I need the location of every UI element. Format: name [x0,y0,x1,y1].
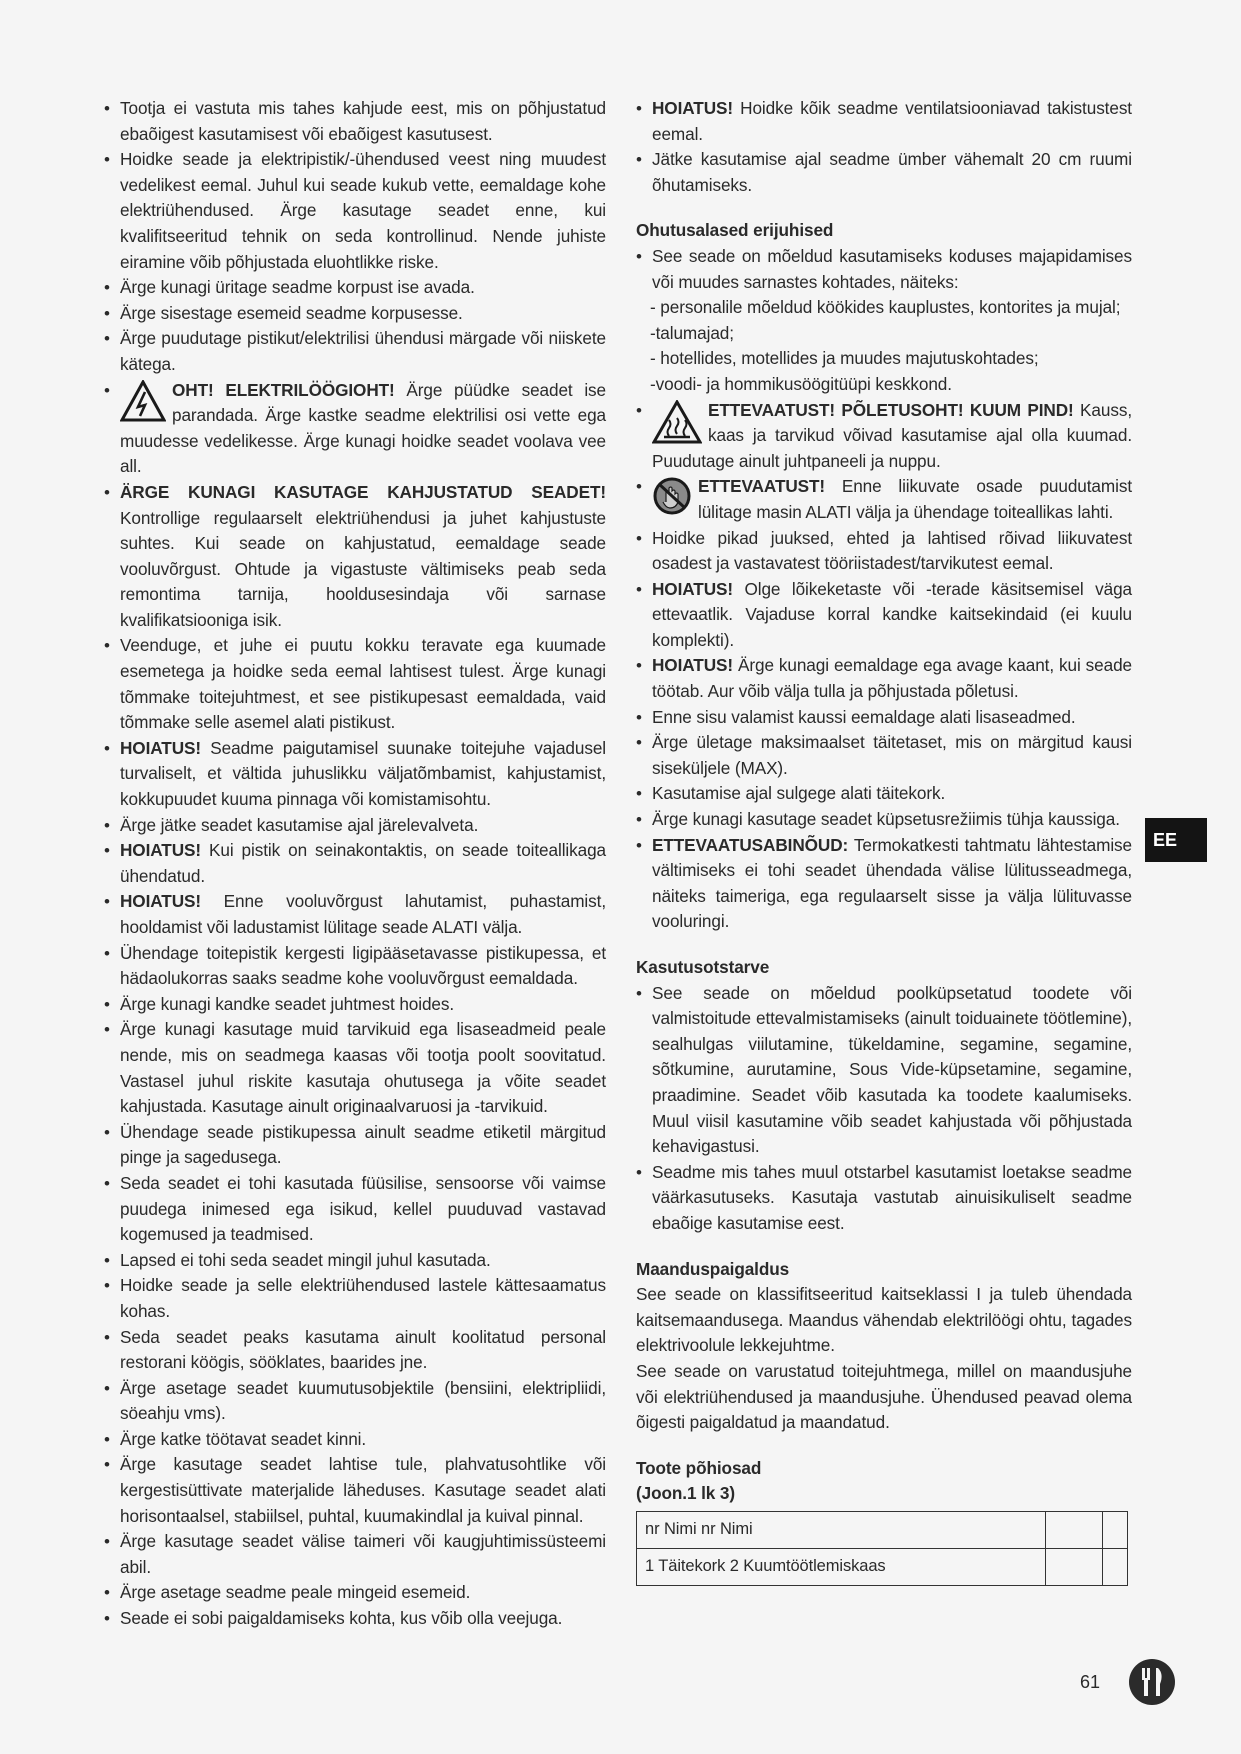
list-item: • Hoidke seade ja selle elektriühendused lastele kättesaamatus kohas. [104,1273,606,1324]
table-cell: 1 Täitekork 2 Kuumtöötlemiskaas [637,1548,1046,1585]
list-item: • Ärge sisestage esemeid seadme korpusesse. [104,301,606,327]
list-item: • OHT! ELEKTRILÖÖGIOHT! Ärge püüdke seadet ise parandada. Ärge kastke seadme elektrilisi osi vette ega muudesse vedelikesse. Ärge kunagi hoidke seadet voolava vee all. [104,378,606,480]
list-item: • See seade on mõeldud poolküpsetatud toodete või valmistoitude ettevalmistamiseks (ainult toiduainete töötlemine), sealhulgas viilutamine, tükeldamine, segamine, segamine, sõtkumine, aurutamine, Sous Vide-küpsetamine, segamine, praadimine. Seadet võib kasutada ka toodete kaalumiseks. Muul viisil kasutamine võib seadet kahjustada või põhjustada kehavigastusi. [636,981,1132,1160]
list-item: • Ärge asetage seadme peale mingeid esemeid. [104,1580,606,1606]
list-item: • Enne sisu valamist kaussi eemaldage alati lisaseadmed. [636,705,1132,731]
list-item: • HOIATUS! Olge lõikeketaste või -terade käsitsemisel väga ettevaatlik. Vajaduse korral kandke kaitsekindaid (ei kuulu komplekti). [636,577,1132,654]
table-cell [1102,1511,1127,1548]
no-touch-icon [652,476,692,516]
safety-sub-line: -talumajad; [650,322,734,343]
electric-hazard-icon [120,380,166,422]
grounding-paragraph: See seade on klassifitseeritud kaitseklassi I ja tuleb ühendada kaitsemaandusega. Maandus vähendab elektrilöögi ohtu, tagades elektrivoolule lekkejuhtme. [636,1284,1132,1356]
list-item: • ETTEVAATUSABINÕUD: Termokatkesti tahtmatu lähtestamise vältimiseks ei tohi seadet ühendada välise lülitusseadmega, näiteks taimeriga, ega regulaarselt sisse ja välja lülituvasse vooluringi. [636,833,1132,935]
parts-subheading: (Joon.1 lk 3) [636,1483,735,1504]
list-item: • Ärge kunagi kasutage muid tarvikuid ega lisaseadmeid peale nende, mis on seadmega kaasas või tootja poolt soovitatud. Vastasel juhul riskite kasutaja ohutusega ja võite seadet kahjustada. Kasutage ainult originaalvaruosi ja -tarvikuid. [104,1017,606,1119]
list-item: • Hoidke seade ja elektripistik/-ühendused veest ning muudest vedelikest eemal. Juhul kui seade kukub vette, eemaldage kohe elektriühendused. Ärge kasutage seadet enne, kui kvalifitseeritud tehnik on seda kontrollinud. Nende juhiste eiramine võib põhjustada eluohtlikke riske. [104,147,606,275]
safety-sub-line: -voodi- ja hommikusöögitüüpi keskkond. [650,373,952,394]
safety-sub-line: - hotellides, motellides ja muudes majutuskohtades; [650,348,1039,369]
list-item: • HOIATUS! Seadme paigutamisel suunake toitejuhe vajadusel turvaliselt, et vältida juhuslikku väljatõmbamist, kahjustamist, kokkupuudet kuuma pinnaga või komistamisohtu. [104,736,606,813]
hot-surface-icon [652,400,702,444]
list-item: • ETTEVAATUST! Enne liikuvate osade puudutamist lülitage masin ALATI välja ja ühendage toiteallikas lahti. [636,474,1132,525]
list-item: • Ühendage toitepistik kergesti ligipääsetavasse pistikupessa, et hädaolukorras saaks seadme kohe vooluvõrgust eemaldada. [104,941,606,992]
list-item: • Seda seadet ei tohi kasutada füüsilise, sensoorse või vaimse puudega inimesed ega isikud, kellel puuduvad vastavad kogemused ja teadmised. [104,1171,606,1248]
safety-sub-line: - personalile mõeldud köökides kauplustes, kontorites ja mujal; [650,297,1121,318]
table-cell [1102,1548,1127,1585]
list-item: • Ärge kasutage seadet välise taimeri või kaugjuhtimissüsteemi abil. [104,1529,606,1580]
grounding-paragraph: See seade on varustatud toitejuhtmega, millel on maandusjuhe või elektriühendused ja maandusjuhe. Ühendused peavad olema õigesti paigaldatud ja maandatud. [636,1360,1132,1433]
list-item: • Veenduge, et juhe ei puutu kokku teravate ega kuumade esemetega ja hoidke seda eemal lahtisest tulest. Ärge kunagi tõmmake toitejuhtmest, et see pistikupesast eemaldada, vaid tõmmake selle asemel alati pistikust. [104,633,606,735]
list-item: • HOIATUS! Ärge kunagi eemaldage ega avage kaant, kui seade töötab. Aur võib välja tulla ja põhjustada põletusi. [636,653,1132,704]
safety-intro-list [636,244,1132,295]
list-item: • Tootja ei vastuta mis tahes kahjude eest, mis on põhjustatud ebaõigest kasutamisest või ebaõigest kasutusest. [104,96,606,147]
table-cell [1045,1511,1102,1548]
list-item: • Lapsed ei tohi seda seadet mingil juhul kasutada. [104,1248,606,1274]
list-item: • Ärge kasutage seadet lahtise tule, plahvatusohtlike või kergestisüttivate materjalide läheduses. Kasutage seadet alati horisontaalsel, stabiilsel, puhtal, kuumakindlal ja kuival pinnal. [104,1452,606,1529]
cutlery-logo-icon [1128,1658,1176,1706]
right-top-list [636,96,1132,198]
list-item: • HOIATUS! Hoidke kõik seadme ventilatsiooniavad takistustest eemal. [636,96,1132,147]
list-item: • HOIATUS! Kui pistik on seinakontaktis, on seade toiteallikaga ühendatud. [104,838,606,889]
table-cell [1045,1548,1102,1585]
left-column [104,96,606,1632]
list-item: • ÄRGE KUNAGI KASUTAGE KAHJUSTATUD SEADET! Kontrollige regulaarselt elektriühendusi ja juhet kahjustuste suhtes. Kui seade on kahjustatud, eemaldage seade vooluvõrgust. Ohtude ja vigastuste vältimiseks peab seda remontima tarnija, hooldusesindaja või sarnase kvalifikatsiooniga isik. [104,480,606,634]
list-item: • Hoidke pikad juuksed, ehted ja lahtised rõivad liikuvatest osadest ja vastavatest tööriistadest/tarvikutest eemal. [636,526,1132,577]
safety-heading: Ohutusalased erijuhised [636,220,834,241]
list-item: • HOIATUS! Enne vooluvõrgust lahutamist, puhastamist, hooldamist või ladustamist lülitage seade ALATI välja. [104,889,606,940]
list-item: • Ärge puudutage pistikut/elektrilisi ühendusi märgade või niiskete kätega. [104,326,606,377]
list-item: • Ärge ületage maksimaalset täitetaset, mis on märgitud kausi siseküljele (MAX). [636,730,1132,781]
list-item: • Ärge kunagi kandke seadet juhtmest hoides. [104,992,606,1018]
list-item: • Seade ei sobi paigaldamiseks kohta, kus võib olla veejuga. [104,1606,606,1632]
language-tab: EE [1145,818,1207,862]
list-item: • Ärge jätke seadet kasutamise ajal järelevalveta. [104,813,606,839]
list-item: • Jätke kasutamise ajal seadme ümber vähemalt 20 cm ruumi õhutamiseks. [636,147,1132,198]
list-item: • See seade on mõeldud kasutamiseks koduses majapidamises või muudes sarnastes kohtades, näiteks: [636,244,1132,295]
table-cell: nr Nimi nr Nimi [637,1511,1046,1548]
list-item: • ETTEVAATUST! PÕLETUSOHT! KUUM PIND! Kauss, kaas ja tarvikud võivad kasutamise ajal olla kuumad. Puudutage ainult juhtpaneeli ja nuppu. [636,398,1132,475]
intended-use-heading: Kasutusotstarve [636,957,770,977]
parts-heading: Toote põhiosad [636,1457,762,1478]
left-safety-list [104,96,606,1632]
list-item: • Ärge katke töötavat seadet kinni. [104,1427,606,1453]
page-number: 61 [1080,1672,1101,1692]
list-item: • Ärge kunagi kasutage seadet küpsetusrežiimis tühja kaussiga. [636,807,1132,833]
grounding-heading: Maanduspaigaldus [636,1258,790,1279]
list-item: • Seadme mis tahes muul otstarbel kasutamist loetakse seadme väärkasutuseks. Kasutaja vastutab ainuisikuliselt seadme ebaõige kasutamise eest. [636,1160,1132,1237]
parts-table [636,1511,1128,1586]
table-row [637,1511,1128,1548]
list-item: • Seda seadet peaks kasutama ainult koolitatud personal restorani köögis, sööklates, baarides jne. [104,1325,606,1376]
right-column [636,96,1132,1586]
intended-use-list [636,981,1132,1237]
list-item: • Kasutamise ajal sulgege alati täitekork. [636,781,1132,807]
safety-list [636,398,1132,935]
list-item: • Ärge asetage seadet kuumutusobjektile (bensiini, elektripliidi, söeahju vms). [104,1376,606,1427]
list-item: • Ärge kunagi üritage seadme korpust ise avada. [104,275,606,301]
list-item: • Ühendage seade pistikupessa ainult seadme etiketil märgitud pinge ja sagedusega. [104,1120,606,1171]
table-row [637,1548,1128,1585]
